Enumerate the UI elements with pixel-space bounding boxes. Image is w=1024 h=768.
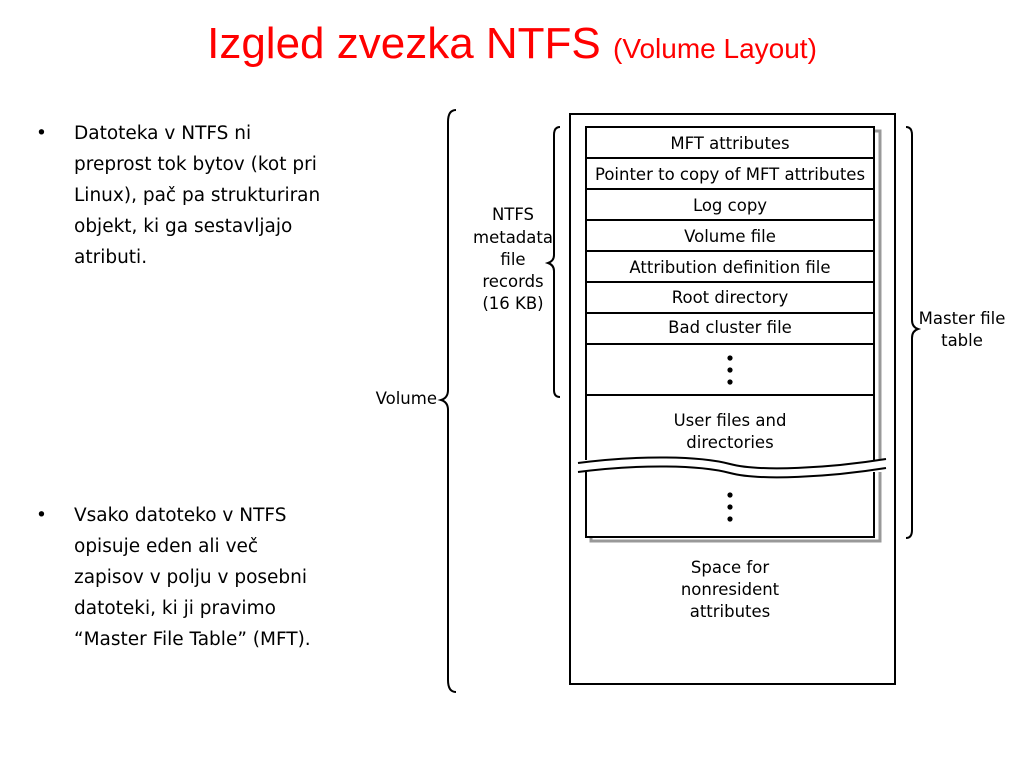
metadata-label-line-4: records [482, 272, 544, 291]
bullet-line: zapisov v polju v posebni [74, 567, 308, 588]
bullet-line: Vsako datoteko v NTFS [74, 505, 287, 526]
space-line-2: nonresident [680, 580, 780, 599]
bullet-line: datoteki, ki ji pravimo [74, 598, 276, 619]
bullet-line: opisuje eden ali več [74, 536, 259, 557]
bullet-line: atributi. [74, 247, 148, 268]
title-main: Izgled zvezka NTFS [207, 19, 601, 68]
record-pointer-to-copy: Pointer to copy of MFT attributes [594, 165, 866, 184]
record-attribution-definition-file: Attribution definition file [629, 258, 831, 277]
space-line-3: attributes [689, 602, 771, 621]
record-volume-file: Volume file [684, 227, 776, 246]
metadata-brace-icon [548, 127, 560, 397]
record-bad-cluster-file: Bad cluster file [668, 318, 792, 337]
record-log-copy: Log copy [692, 196, 768, 215]
space-line-1: Space for [690, 558, 770, 577]
metadata-label-line-5: (16 KB) [482, 294, 544, 313]
ellipsis-icon [727, 355, 732, 384]
volume-brace-icon [441, 110, 456, 692]
record-mft-attributes: MFT attributes [670, 134, 790, 153]
bullet-line: preprost tok bytov (kot pri [74, 154, 317, 175]
bullet-line: objekt, ki ga sestavljajo [74, 216, 293, 237]
volume-label: Volume [375, 389, 437, 408]
mft-label-line-1: Master file [918, 309, 1006, 328]
record-root-directory: Root directory [671, 288, 789, 307]
mft-label-line-2: table [941, 331, 983, 350]
user-files-line-2: directories [686, 433, 774, 452]
title-subtitle: (Volume Layout) [613, 33, 817, 64]
metadata-label-line-3: file [500, 250, 526, 269]
bullet-icon: • [36, 505, 47, 526]
ellipsis-icon [727, 492, 732, 521]
bullet-line: Linux), pač pa strukturiran [74, 185, 321, 206]
user-files-line-1: User files and [673, 411, 787, 430]
mft-brace-icon [906, 127, 918, 538]
bullet-line: Datoteka v NTFS ni [74, 123, 252, 144]
bullet-icon: • [36, 123, 47, 144]
metadata-label-line-2: metadata [473, 228, 553, 247]
bullet-line: “Master File Table” (MFT). [74, 629, 311, 650]
metadata-label-line-1: NTFS [491, 205, 535, 224]
